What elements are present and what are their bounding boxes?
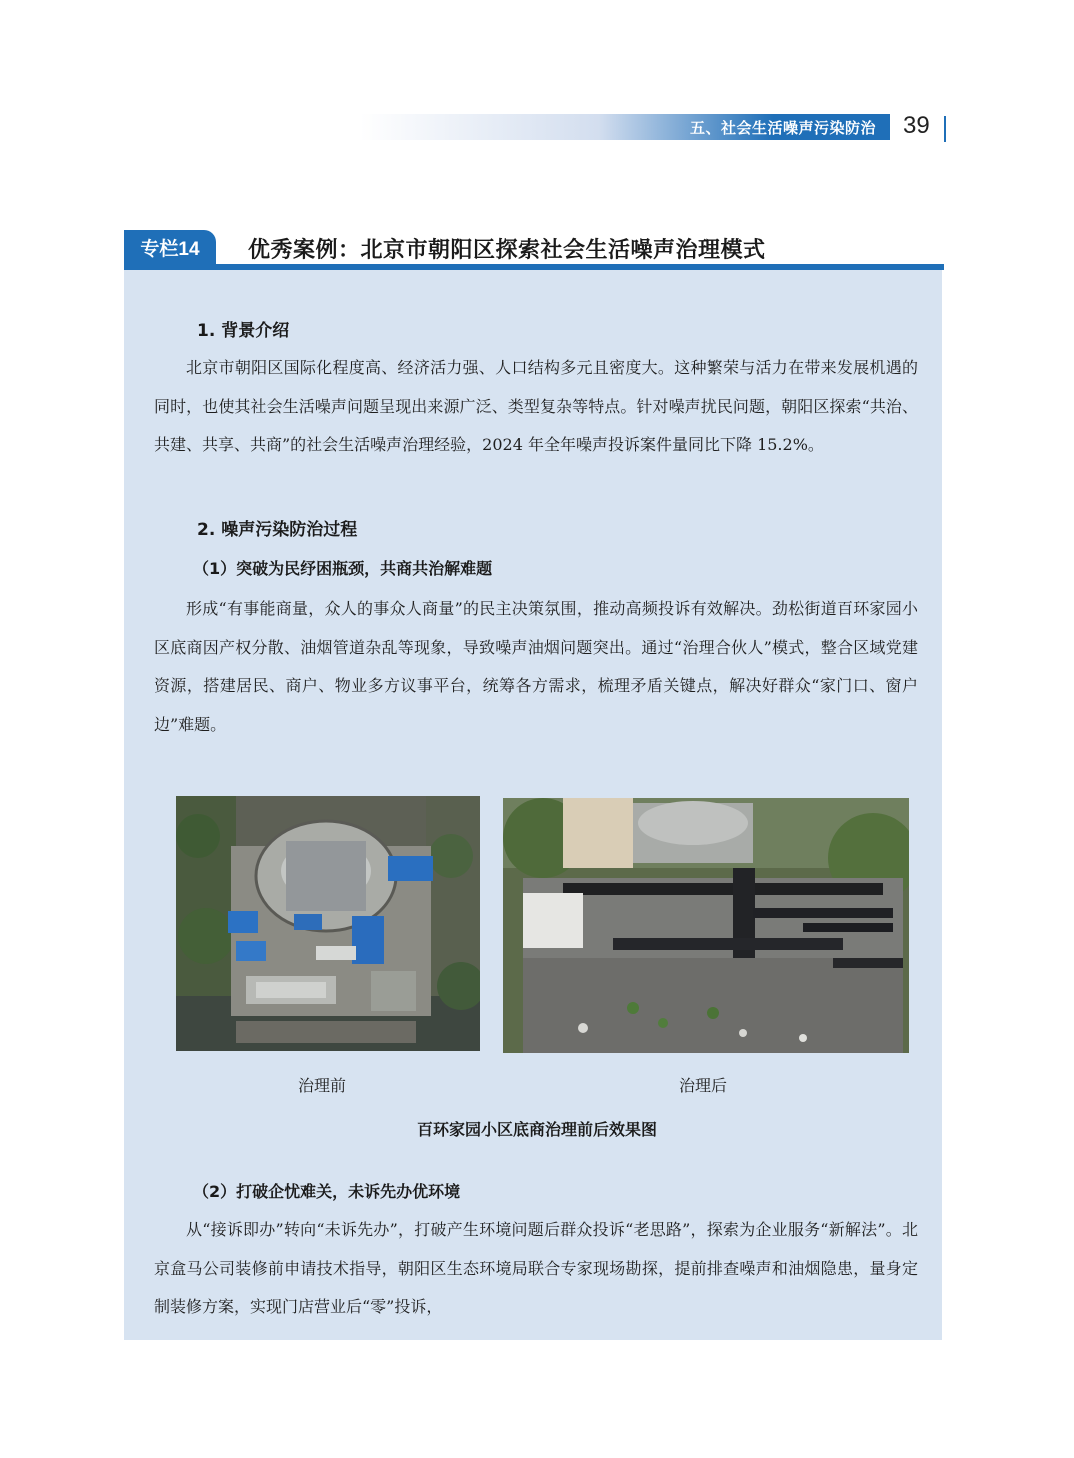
subheading-2: （2）打破企忧难关，未诉先办优环境 (193, 1182, 461, 1201)
section-heading-process: 2. 噪声污染防治过程 (197, 520, 358, 540)
figure-caption: 百环家园小区底商治理前后效果图 (416, 1120, 657, 1139)
column-tag: 专栏14 (124, 230, 216, 270)
running-header-bar (360, 114, 890, 140)
before-caption: 治理前 (298, 1076, 347, 1095)
section-heading-background: 1. 背景介绍 (197, 321, 290, 341)
page-number-rule (944, 116, 946, 142)
column-title: 优秀案例：北京市朝阳区探索社会生活噪声治理模式 (248, 238, 766, 263)
subsection-2-paragraph: 从“接诉即办”转向“未诉先办”，打破产生环境问题后群众投诉“老思路”，探索为企业服务“新解法”。北京盒马公司装修前申请技术指导，朝阳区生态环境局联合专家现场勘探，提前排查噪声和油烟隐患，量身定制装修方案，实现门店营业后“零”投诉， (154, 1220, 918, 1316)
after-photo (503, 798, 909, 1053)
after-caption: 治理后 (679, 1076, 728, 1095)
column-header-rule (124, 264, 944, 270)
subheading-1: （1）突破为民纾困瓶颈，共商共治解难题 (193, 559, 493, 578)
section-title: 五、社会生活噪声污染防治 (689, 119, 876, 137)
before-photo (176, 796, 480, 1051)
subsection-1-paragraph: 形成“有事能商量，众人的事众人商量”的民主决策氛围，推动高频投诉有效解决。劲松街道百环家园小区底商因产权分散、油烟管道杂乱等现象，导致噪声油烟问题突出。通过“治理合伙人”模式，整合区域党建资源，搭建居民、商户、物业多方议事平台，统筹各方需求，梳理矛盾关键点，解决好群众“家门口、窗户边”难题。 (154, 599, 918, 735)
page-number: 39 (903, 112, 930, 139)
background-paragraph: 北京市朝阳区国际化程度高、经济活力强、人口结构多元且密度大。这种繁荣与活力在带来发展机遇的同时，也使其社会生活噪声问题呈现出来源广泛、类型复杂等特点。针对噪声扰民问题，朝阳区探索“共治、共建、共享、共商”的社会生活噪声治理经验，2024 年全年噪声投诉案件量同比下降 15.2%。 (154, 358, 918, 455)
